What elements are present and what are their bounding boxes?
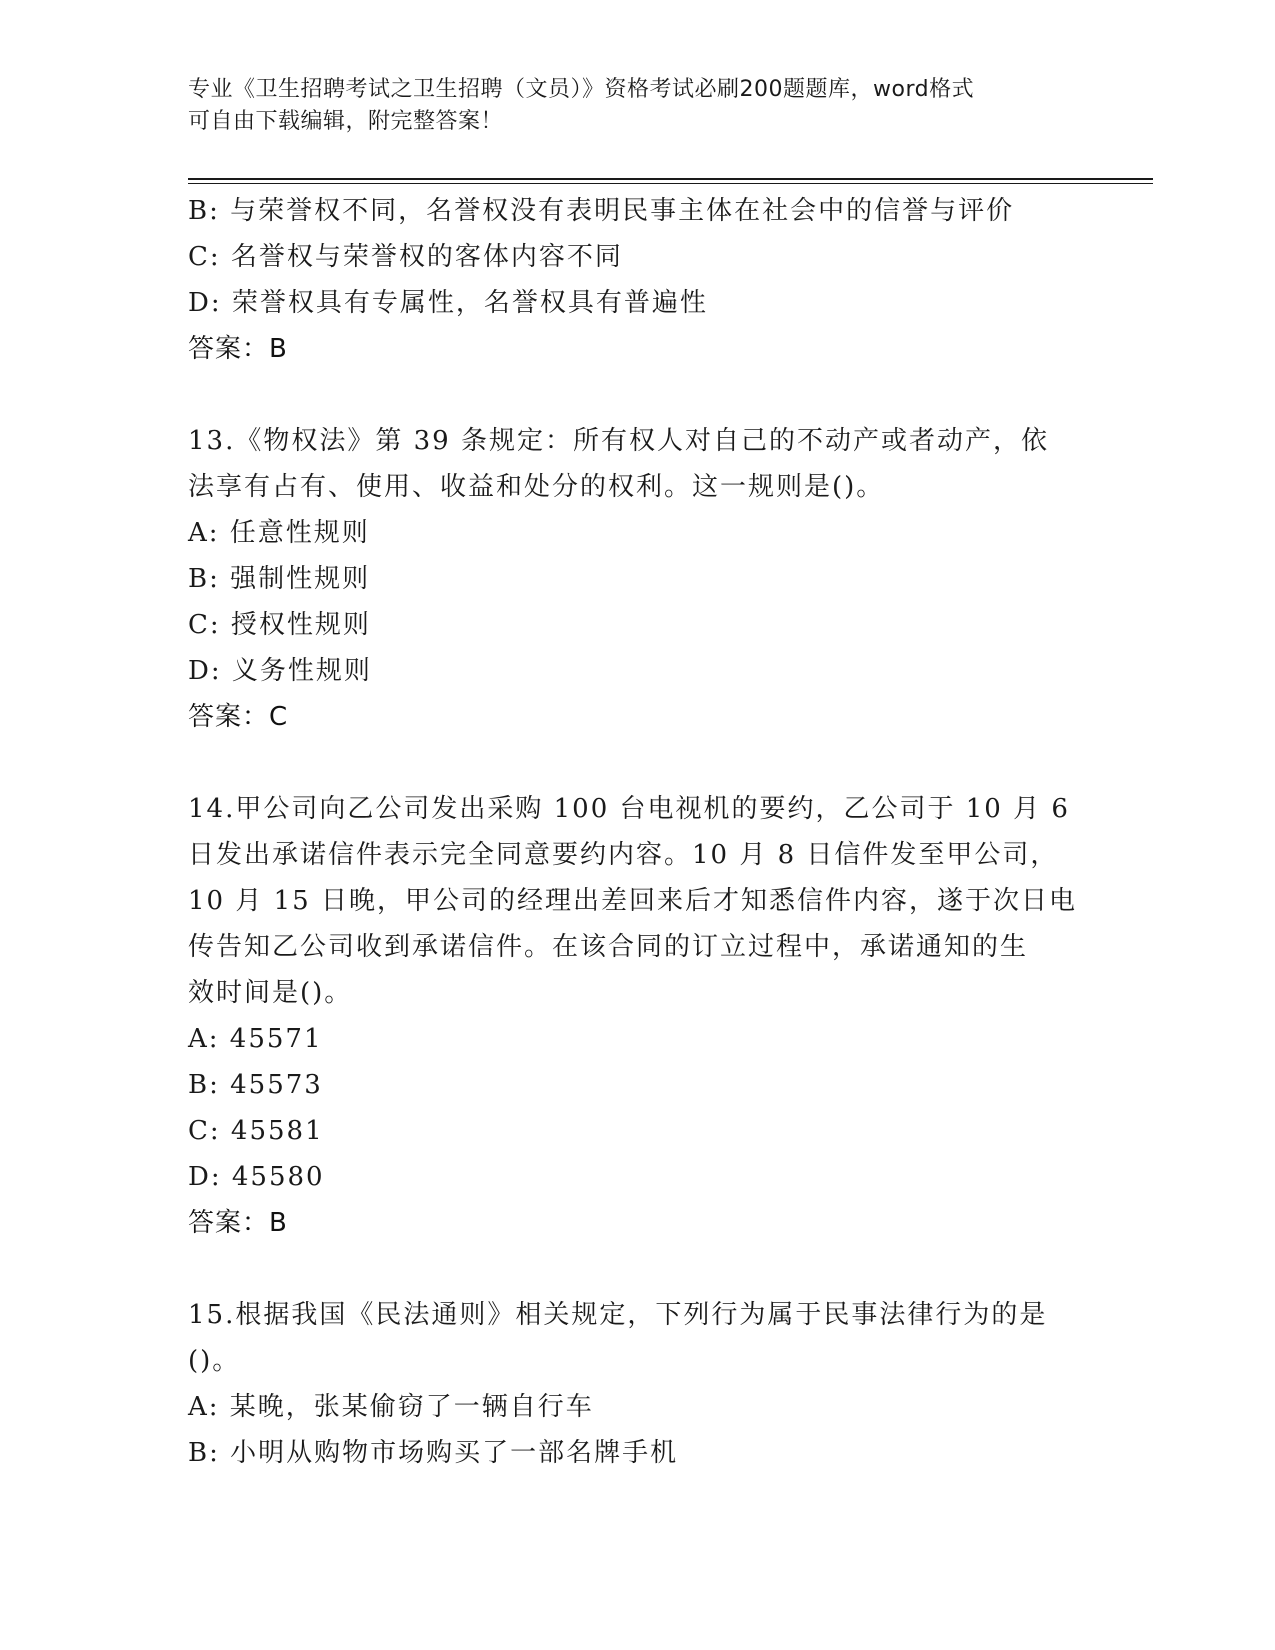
header-rule-thin	[188, 183, 1153, 184]
q13-option-c: C: 授权性规则	[188, 610, 371, 640]
q14-option-b: B: 45573	[188, 1070, 323, 1100]
question-12	[188, 188, 1088, 372]
header-line-2: 可自由下载编辑，附完整答案！	[188, 109, 504, 134]
q14-stem	[188, 786, 1088, 1016]
header-line-1: 专业《卫生招聘考试之卫生招聘（文员）》资格考试必刷200题题库，word格式	[188, 77, 975, 102]
q12-answer: 答案：B	[188, 334, 288, 364]
question-13	[188, 418, 1088, 740]
header-rule-thick	[188, 178, 1153, 180]
q15-option-b: B: 小明从购物市场购买了一部名牌手机	[188, 1438, 679, 1468]
q14-option-d: D: 45580	[188, 1162, 325, 1192]
q13-answer: 答案：C	[188, 702, 289, 732]
question-14	[188, 786, 1088, 1246]
question-15	[188, 1292, 1088, 1476]
q15-stem-line-2: ()。	[188, 1346, 241, 1376]
document-body	[188, 188, 1088, 1476]
spacer	[188, 1246, 1088, 1292]
q15-stem	[188, 1292, 1088, 1384]
q13-option-a: A: 任意性规则	[188, 518, 370, 548]
q13-stem-line-1: 13.《物权法》第 39 条规定：所有权人对自己的不动产或者动产，依	[188, 426, 1049, 456]
q14-option-a: A: 45571	[188, 1024, 323, 1054]
q14-stem-line-4: 传告知乙公司收到承诺信件。在该合同的订立过程中，承诺通知的生	[188, 932, 1029, 962]
spacer	[188, 372, 1088, 418]
q12-option-d: D: 荣誉权具有专属性，名誉权具有普遍性	[188, 288, 708, 318]
page-header	[188, 74, 1088, 138]
q13-option-d: D: 义务性规则	[188, 656, 372, 686]
q15-stem-line-1: 15.根据我国《民法通则》相关规定，下列行为属于民事法律行为的是	[188, 1300, 1048, 1330]
spacer	[188, 740, 1088, 786]
q14-answer: 答案：B	[188, 1208, 288, 1238]
q12-option-b: B: 与荣誉权不同，名誉权没有表明民事主体在社会中的信誉与评价	[188, 196, 1015, 226]
q14-stem-line-1: 14.甲公司向乙公司发出采购 100 台电视机的要约，乙公司于 10 月 6	[188, 794, 1070, 824]
q14-stem-line-2: 日发出承诺信件表示完全同意要约内容。10 月 8 日信件发至甲公司，	[188, 840, 1059, 870]
q15-option-a: A: 某晚，张某偷窃了一辆自行车	[188, 1392, 594, 1422]
q13-stem-line-2: 法享有占有、使用、收益和处分的权利。这一规则是()。	[188, 472, 885, 502]
q13-stem	[188, 418, 1088, 510]
q14-stem-line-3: 10 月 15 日晚，甲公司的经理出差回来后才知悉信件内容，遂于次日电	[188, 886, 1077, 916]
q14-stem-line-5: 效时间是()。	[188, 978, 353, 1008]
q12-option-c: C: 名誉权与荣誉权的客体内容不同	[188, 242, 623, 272]
q14-option-c: C: 45581	[188, 1116, 324, 1146]
q13-option-b: B: 强制性规则	[188, 564, 371, 594]
